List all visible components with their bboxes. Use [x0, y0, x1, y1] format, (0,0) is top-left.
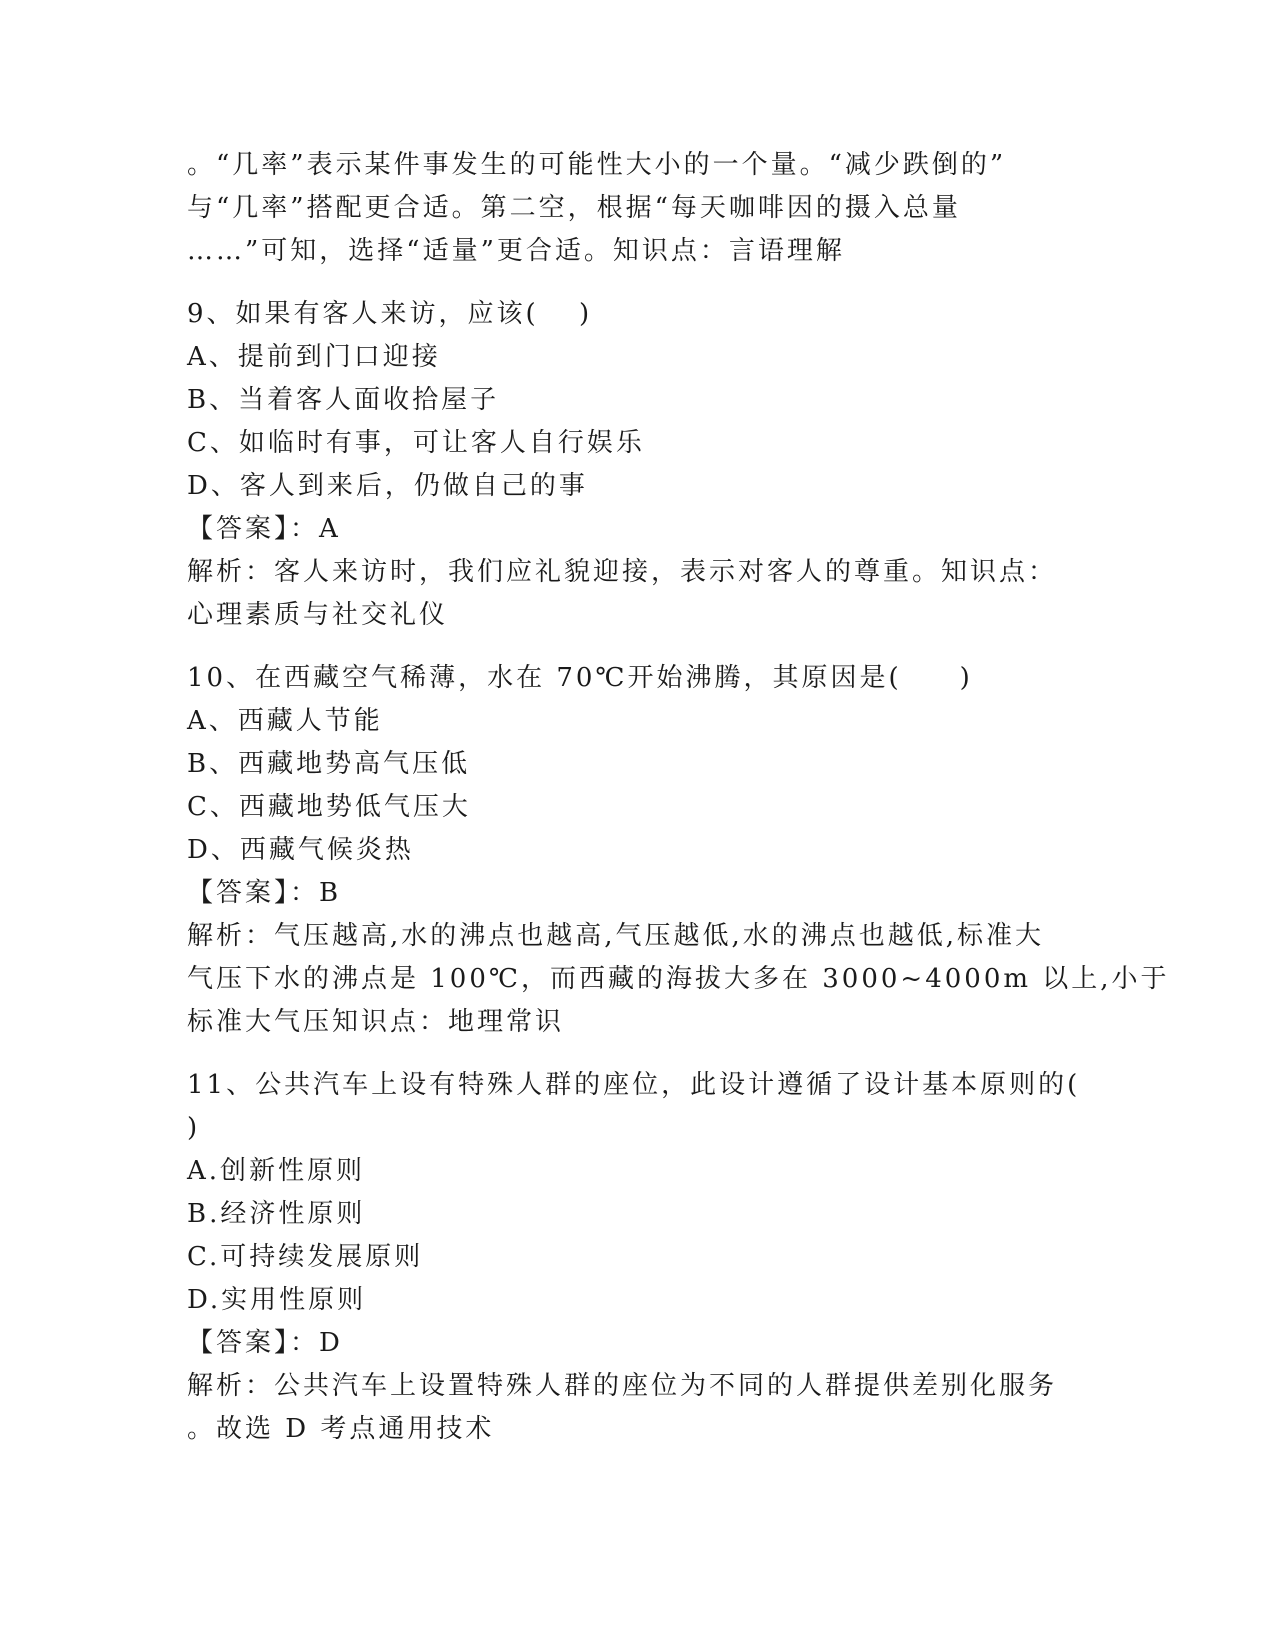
intro-line: 。“几率”表示某件事发生的可能性大小的一个量。“减少跌倒的”	[187, 150, 1007, 180]
analysis-line: 气压下水的沸点是 100℃，而西藏的海拔大多在 3000~4000m 以上,小于	[187, 964, 1170, 994]
analysis-line: 。故选 D 考点通用技术	[187, 1414, 495, 1444]
question-9	[187, 293, 1087, 637]
answer-line: 【答案】：A	[187, 514, 341, 544]
option-d: D、西藏气候炎热	[187, 835, 414, 865]
option-a: A、提前到门口迎接	[187, 342, 441, 372]
page-content	[187, 144, 1170, 1451]
question-stem: 11、公共汽车上设有特殊人群的座位，此设计遵循了设计基本原则的(	[187, 1070, 1081, 1100]
question-stem: 10、在西藏空气稀薄，水在 70℃开始沸腾，其原因是( )	[187, 663, 973, 693]
intro-line: ……”可知，选择“适量”更合适。知识点：言语理解	[187, 236, 845, 266]
option-d: D.实用性原则	[187, 1285, 367, 1315]
intro-paragraph	[187, 144, 1087, 273]
option-c: C.可持续发展原则	[187, 1242, 424, 1272]
spacer	[187, 273, 1087, 293]
option-a: A.创新性原则	[187, 1156, 366, 1186]
question-10	[187, 657, 1170, 1044]
analysis-line: 解析：公共汽车上设置特殊人群的座位为不同的人群提供差别化服务	[187, 1371, 1058, 1401]
spacer	[187, 1044, 1087, 1064]
question-stem: 9、如果有客人来访，应该( )	[187, 299, 593, 329]
option-c: C、西藏地势低气压大	[187, 792, 471, 822]
answer-line: 【答案】：D	[187, 1328, 343, 1358]
spacer	[187, 637, 1087, 657]
option-b: B、当着客人面收拾屋子	[187, 385, 500, 415]
option-c: C、如临时有事，可让客人自行娱乐	[187, 428, 645, 458]
option-b: B.经济性原则	[187, 1199, 366, 1229]
analysis-line: 心理素质与社交礼仪	[187, 600, 449, 630]
answer-line: 【答案】：B	[187, 878, 342, 908]
option-d: D、客人到来后，仍做自己的事	[187, 471, 588, 501]
analysis-line: 解析：客人来访时，我们应礼貌迎接，表示对客人的尊重。知识点：	[187, 557, 1058, 587]
option-b: B、西藏地势高气压低	[187, 749, 471, 779]
intro-line: 与“几率”搭配更合适。第二空，根据“每天咖啡因的摄入总量	[187, 193, 961, 223]
analysis-line: 解析：气压越高,水的沸点也越高,气压越低,水的沸点也越低,标准大	[187, 921, 1045, 951]
question-stem: )	[187, 1113, 201, 1143]
option-a: A、西藏人节能	[187, 706, 383, 736]
question-11	[187, 1064, 1087, 1451]
analysis-line: 标准大气压知识点：地理常识	[187, 1007, 565, 1037]
